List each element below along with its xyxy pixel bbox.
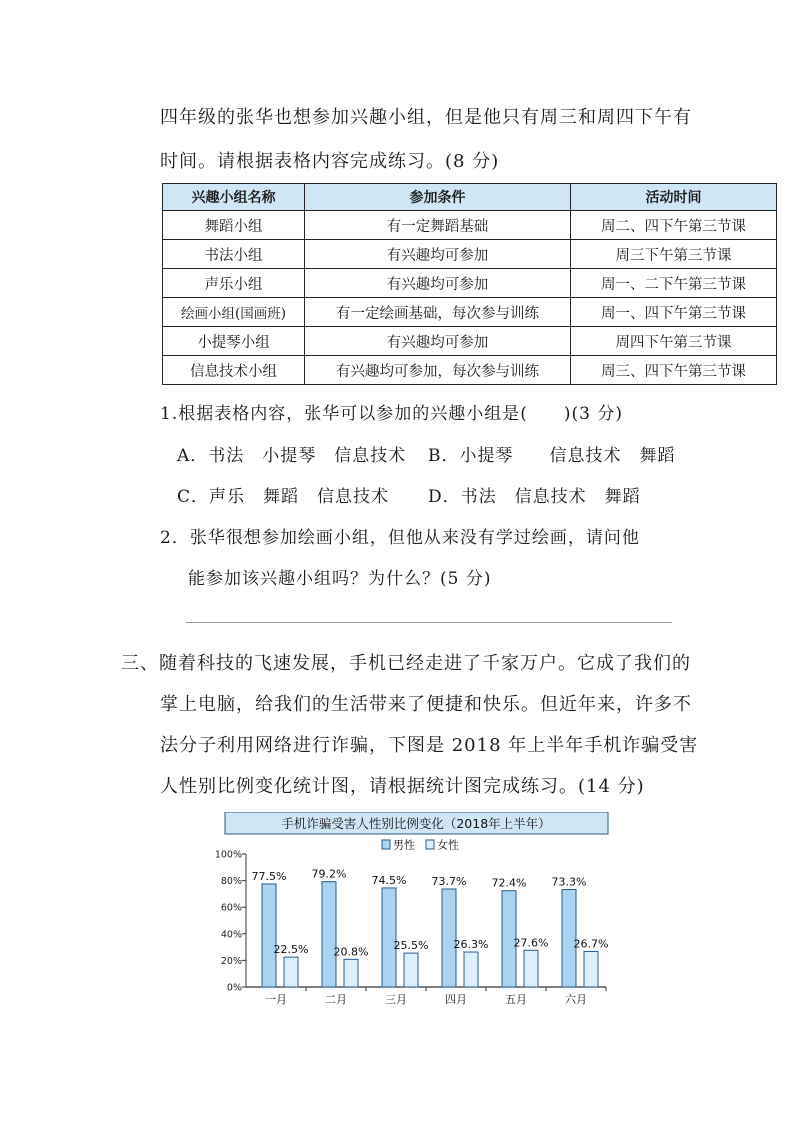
legend-label: 女性 [437, 838, 459, 852]
data-label: 26.3% [453, 938, 489, 952]
gender-ratio-bar-chart [210, 812, 610, 1017]
bar-female [464, 952, 478, 987]
legend-label: 男性 [393, 838, 415, 852]
table-cell: 有一定舞蹈基础 [305, 211, 571, 240]
data-label: 73.7% [431, 874, 467, 888]
question-2-line-1: 2．张华很想参加绘画小组，但他从来没有学过绘画，请问他 [160, 528, 640, 548]
table-cell: 有兴趣均可参加 [305, 269, 571, 298]
table-cell: 有兴趣均可参加 [305, 327, 571, 356]
question-2-line-2: 能参加该兴趣小组吗？为什么？(5 分) [188, 569, 492, 589]
table-cell: 有一定绘画基础，每次参与训练 [305, 298, 571, 327]
question-1-stem: 1.根据表格内容，张华可以参加的兴趣小组是( )(3 分) [160, 404, 623, 424]
y-tick-label: 0% [226, 982, 242, 994]
x-tick-label: 四月 [445, 993, 467, 1006]
table-cell: 周一、二下午第三节课 [571, 269, 777, 298]
table-cell: 周三、四下午第三节课 [571, 356, 777, 385]
question-1-option-c: C．声乐 舞蹈 信息技术 [177, 487, 390, 507]
x-tick-label: 五月 [505, 993, 527, 1006]
question-1-option-a: A．书法 小提琴 信息技术 [177, 446, 407, 466]
table-cell: 周一、四下午第三节课 [571, 298, 777, 327]
bar-female [344, 959, 358, 987]
bar-male [262, 884, 276, 987]
intro-line-1: 四年级的张华也想参加兴趣小组，但是他只有周三和周四下午有 [160, 107, 692, 128]
data-label: 77.5% [251, 869, 287, 883]
data-label: 79.2% [311, 867, 347, 881]
table-row [163, 356, 777, 385]
table-header-row [163, 184, 777, 211]
bar-female [404, 953, 418, 987]
answer-line [186, 622, 672, 623]
table-cell: 声乐小组 [163, 269, 305, 298]
data-label: 26.7% [573, 937, 609, 951]
bar-female [584, 951, 598, 987]
table-row [163, 298, 777, 327]
y-tick-label: 40% [220, 929, 242, 941]
bar-male [322, 882, 336, 987]
x-tick-label: 二月 [325, 993, 347, 1006]
table-header: 兴趣小组名称 [163, 184, 305, 211]
table-cell: 信息技术小组 [163, 356, 305, 385]
interest-group-table [162, 183, 777, 385]
x-tick-label: 一月 [265, 993, 287, 1006]
y-tick-label: 80% [220, 876, 242, 888]
x-tick-label: 三月 [385, 993, 407, 1006]
table-header: 参加条件 [305, 184, 571, 211]
table-cell: 有兴趣均可参加 [305, 240, 571, 269]
data-label: 73.3% [551, 875, 587, 889]
y-tick-label: 100% [214, 849, 242, 861]
y-tick-label: 20% [220, 955, 242, 967]
table-cell: 绘画小组(国画班) [163, 298, 305, 327]
legend-swatch [426, 840, 434, 849]
data-label: 74.5% [371, 873, 407, 887]
table-cell: 周三下午第三节课 [571, 240, 777, 269]
intro-line-2: 时间。请根据表格内容完成练习。(8 分) [160, 151, 500, 172]
table-row [163, 327, 777, 356]
section-3-line-1: 三、随着科技的飞速发展，手机已经走进了千家万户。它成了我们的 [121, 653, 691, 674]
table-cell: 周四下午第三节课 [571, 327, 777, 356]
table-cell: 小提琴小组 [163, 327, 305, 356]
data-label: 20.8% [333, 945, 369, 959]
chart-bars [252, 868, 609, 987]
question-1-option-d: D．书法 信息技术 舞蹈 [428, 487, 641, 507]
section-3-line-3: 法分子利用网络进行诈骗，下图是 2018 年上半年手机诈骗受害 [160, 735, 699, 756]
bar-female [284, 957, 298, 987]
data-label: 27.6% [513, 936, 549, 950]
table-cell: 书法小组 [163, 240, 305, 269]
table-cell: 舞蹈小组 [163, 211, 305, 240]
table-cell: 有兴趣均可参加，每次参与训练 [305, 356, 571, 385]
data-label: 72.4% [491, 876, 527, 890]
x-tick-label: 六月 [565, 993, 587, 1006]
table-row [163, 269, 777, 298]
legend-swatch [382, 840, 390, 849]
chart-legend [382, 838, 459, 852]
bar-female [524, 950, 538, 987]
bar-male [382, 888, 396, 987]
table-row [163, 240, 777, 269]
chart-title: 手机诈骗受害人性别比例变化（2018年上半年） [281, 816, 551, 831]
data-label: 25.5% [393, 939, 429, 953]
question-1-option-b: B．小提琴 信息技术 舞蹈 [428, 446, 676, 466]
section-3-line-2: 掌上电脑，给我们的生活带来了便捷和快乐。但近年来，许多不 [160, 694, 692, 715]
table-cell: 周二、四下午第三节课 [571, 211, 777, 240]
data-label: 22.5% [273, 943, 309, 957]
table-header: 活动时间 [571, 184, 777, 211]
y-tick-label: 60% [220, 902, 242, 914]
table-row [163, 211, 777, 240]
section-3-line-4: 人性别比例变化统计图，请根据统计图完成练习。(14 分) [160, 776, 645, 797]
